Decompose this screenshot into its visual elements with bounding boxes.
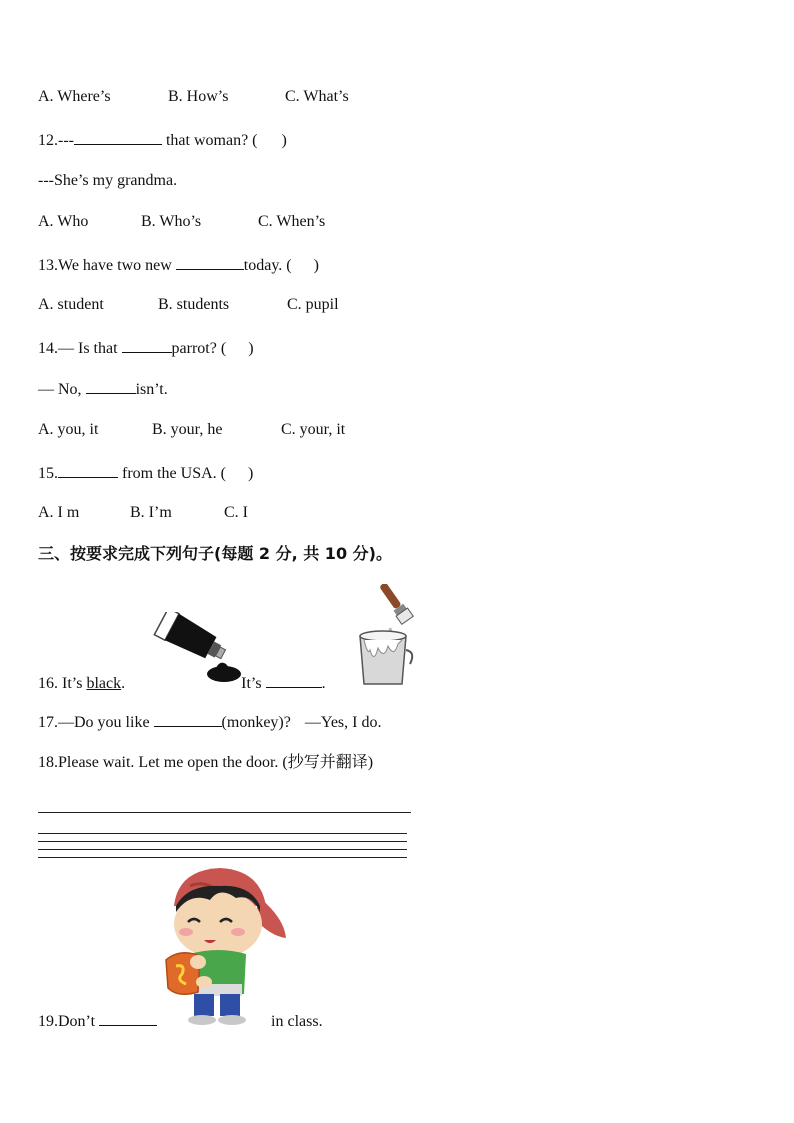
q14-paren-close: ) [248,340,254,357]
q15-option-c[interactable]: C. I [224,504,248,521]
q14-reply-after: isn’t. [135,381,168,398]
q15-blank[interactable] [58,462,118,478]
writing-line-3[interactable] [38,849,407,850]
q13-blank[interactable] [176,254,244,270]
q13-options [38,295,339,315]
q13-option-c[interactable]: C. pupil [287,296,339,313]
q11-option-c[interactable]: C. What’s [285,88,349,105]
q16-text: It’s [62,675,83,692]
q16-period: . [121,675,126,692]
q12-option-c[interactable]: C. When’s [258,213,326,230]
writing-line-4[interactable] [38,857,407,858]
q14-reply [38,378,168,400]
q15-options [38,503,248,523]
white-paint-bucket-icon [350,584,432,688]
q16-blank[interactable] [266,672,322,688]
q14-number: 14. [38,340,58,357]
q15-option-a[interactable]: A. I m [38,504,80,521]
q14-blank-1[interactable] [122,337,172,353]
q12-blank[interactable] [74,129,162,145]
q19-number: 19. [38,1013,58,1030]
q17-dash: — [58,714,74,731]
q17-reply-dash: — [304,714,321,731]
q17-blank[interactable] [154,711,222,727]
copy-answer-line[interactable] [38,812,411,813]
q17-question [38,711,381,733]
q13-number: 13. [38,257,58,274]
q16-second-period: . [321,675,326,692]
q14-reply-dash: — [38,381,54,398]
q12-answer-line: ---She’s my grandma. [38,172,178,189]
writing-line-2[interactable] [38,841,407,842]
q13-text-before: We have two new [58,257,172,274]
q15-paren-close: ) [247,465,254,482]
q12-option-a[interactable]: A. Who [38,213,89,230]
q16-second-text: It’s [241,675,262,692]
q18-text: Please wait. Let me open the door. (抄写并翻译) [58,754,374,771]
q12-text: that woman? ( [165,132,258,149]
q15-number: 15. [38,465,58,482]
boy-eating-snack-icon [160,866,290,1026]
q17-text-before: Do you like [74,714,150,731]
q19-text-after: in class. [271,1013,323,1030]
q17-number: 17. [38,714,58,731]
q12-question [38,129,287,151]
q13-paren-close: ) [313,257,319,274]
q12-paren-close: ) [281,132,287,149]
q13-text-after: today. ( [243,257,292,274]
q11-option-b[interactable]: B. How’s [168,88,229,105]
q14-options [38,420,345,440]
q17-reply: Yes, I do. [320,714,382,731]
q11-options [38,87,349,107]
q12-options [38,212,325,232]
q15-option-b[interactable]: B. I’m [130,504,172,521]
q14-option-a[interactable]: A. you, it [38,421,99,438]
q12-prefix: --- [58,132,74,149]
q14-text-before: Is that [78,340,118,357]
q18-question [38,753,373,773]
q14-blank-2[interactable] [86,378,136,394]
q12-number: 12. [38,132,58,149]
section-3-title: 三、按要求完成下列句子(每题 2 分, 共 10 分)。 [38,544,392,563]
q12-option-b[interactable]: B. Who’s [141,213,202,230]
q13-option-b[interactable]: B. students [158,296,230,313]
q18-number: 18. [38,754,58,771]
q16-question [38,672,326,694]
q14-reply-before: No, [58,381,82,398]
q14-option-b[interactable]: B. your, he [152,421,223,438]
q19-question [38,1010,323,1032]
q19-blank[interactable] [99,1010,157,1026]
q11-option-a[interactable]: A. Where’s [38,88,111,105]
q19-text-before: Don’t [58,1013,96,1030]
q16-underlined-word: black [86,675,122,692]
writing-line-1[interactable] [38,833,407,834]
q14-text-after: parrot? ( [171,340,227,357]
q14-option-c[interactable]: C. your, it [281,421,346,438]
q16-number: 16. [38,675,58,692]
q13-option-a[interactable]: A. student [38,296,104,313]
q14-dash: — [58,340,74,357]
q13-question [38,254,319,276]
q14-question [38,337,254,359]
q15-text-after: from the USA. ( [122,465,226,482]
q17-text-after: (monkey)? [221,714,291,731]
q15-question [38,462,253,484]
